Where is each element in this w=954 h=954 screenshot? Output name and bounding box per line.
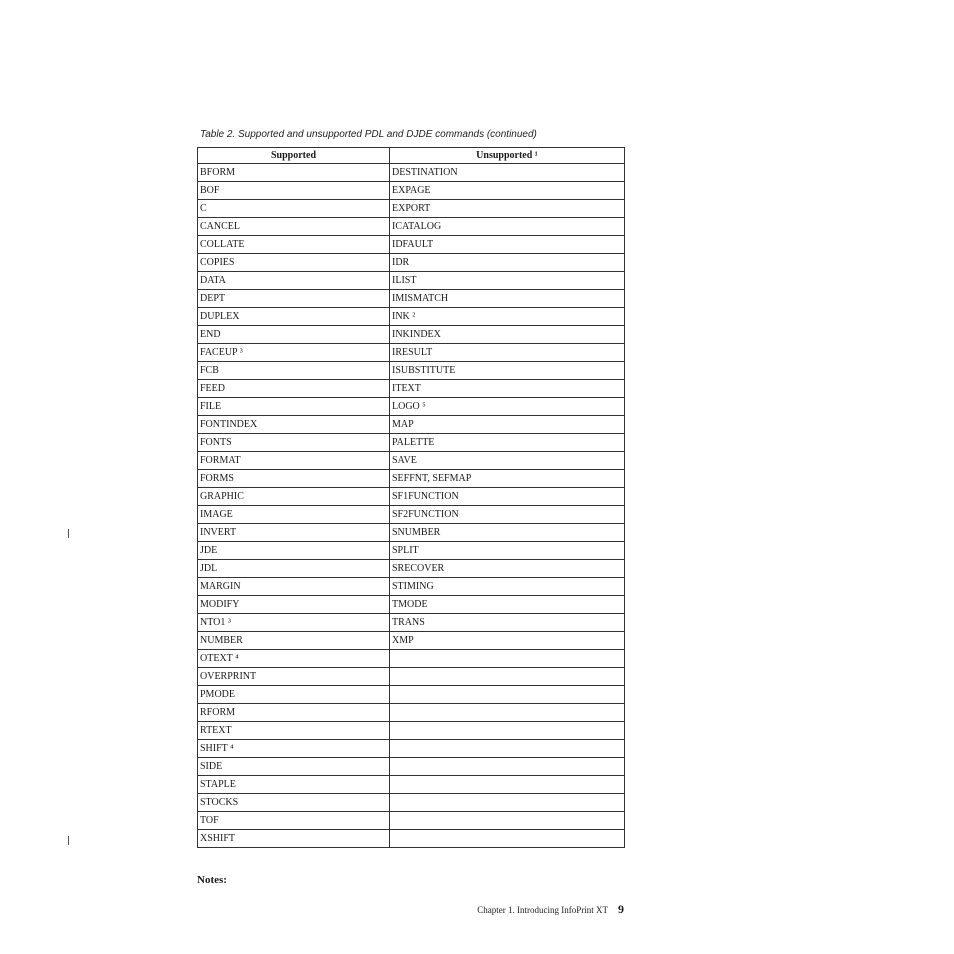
table-row <box>198 524 625 542</box>
supported-cell: COPIES <box>198 254 390 272</box>
footer-chapter: Chapter 1. Introducing InfoPrint XT <box>477 905 608 915</box>
unsupported-cell: STIMING <box>390 578 625 596</box>
supported-cell: RTEXT <box>198 722 390 740</box>
table-row <box>198 722 625 740</box>
page-footer <box>477 902 624 917</box>
unsupported-cell: TRANS <box>390 614 625 632</box>
supported-cell: GRAPHIC <box>198 488 390 506</box>
unsupported-cell: INK ² <box>390 308 625 326</box>
supported-cell: DEPT <box>198 290 390 308</box>
table-row <box>198 830 625 848</box>
unsupported-cell: PALETTE <box>390 434 625 452</box>
supported-cell: CANCEL <box>198 218 390 236</box>
supported-cell: FORMS <box>198 470 390 488</box>
unsupported-cell: XMP <box>390 632 625 650</box>
supported-cell: STOCKS <box>198 794 390 812</box>
supported-cell: IMAGE <box>198 506 390 524</box>
unsupported-cell: LOGO ⁵ <box>390 398 625 416</box>
table-row <box>198 200 625 218</box>
supported-cell: TOF <box>198 812 390 830</box>
supported-cell: FEED <box>198 380 390 398</box>
table-row <box>198 812 625 830</box>
table-row <box>198 542 625 560</box>
unsupported-cell <box>390 830 625 848</box>
supported-cell: BOF <box>198 182 390 200</box>
table-row <box>198 596 625 614</box>
table-row <box>198 362 625 380</box>
unsupported-cell: IRESULT <box>390 344 625 362</box>
table-header-row <box>198 148 625 164</box>
table-row <box>198 164 625 182</box>
supported-cell: SHIFT ⁴ <box>198 740 390 758</box>
supported-cell: NUMBER <box>198 632 390 650</box>
header-supported: Supported <box>198 148 390 164</box>
table-row <box>198 686 625 704</box>
unsupported-cell: MAP <box>390 416 625 434</box>
unsupported-cell: ITEXT <box>390 380 625 398</box>
supported-cell: MARGIN <box>198 578 390 596</box>
supported-cell: COLLATE <box>198 236 390 254</box>
table-row <box>198 650 625 668</box>
table-row <box>198 272 625 290</box>
unsupported-cell: SF1FUNCTION <box>390 488 625 506</box>
unsupported-cell: SAVE <box>390 452 625 470</box>
table-row <box>198 290 625 308</box>
supported-cell: JDL <box>198 560 390 578</box>
table-row <box>198 578 625 596</box>
unsupported-cell: SPLIT <box>390 542 625 560</box>
table-row <box>198 758 625 776</box>
table-row <box>198 434 625 452</box>
table-row <box>198 506 625 524</box>
supported-cell: INVERT <box>198 524 390 542</box>
unsupported-cell: ICATALOG <box>390 218 625 236</box>
unsupported-cell: IDR <box>390 254 625 272</box>
notes-heading: Notes: <box>197 874 227 886</box>
unsupported-cell <box>390 704 625 722</box>
supported-cell: FONTINDEX <box>198 416 390 434</box>
unsupported-cell <box>390 668 625 686</box>
commands-table <box>197 147 625 848</box>
table-row <box>198 416 625 434</box>
unsupported-cell: EXPAGE <box>390 182 625 200</box>
unsupported-cell: INKINDEX <box>390 326 625 344</box>
unsupported-cell: SRECOVER <box>390 560 625 578</box>
unsupported-cell: IDFAULT <box>390 236 625 254</box>
supported-cell: FORMAT <box>198 452 390 470</box>
unsupported-cell: EXPORT <box>390 200 625 218</box>
supported-cell: XSHIFT <box>198 830 390 848</box>
unsupported-cell: TMODE <box>390 596 625 614</box>
unsupported-cell: DESTINATION <box>390 164 625 182</box>
unsupported-cell <box>390 740 625 758</box>
change-bar <box>68 529 69 538</box>
table-row <box>198 614 625 632</box>
supported-cell: JDE <box>198 542 390 560</box>
table-caption: Table 2. Supported and unsupported PDL and DJDE commands (continued) <box>200 129 537 140</box>
table-row <box>198 632 625 650</box>
unsupported-cell: ILIST <box>390 272 625 290</box>
supported-cell: PMODE <box>198 686 390 704</box>
unsupported-cell: IMISMATCH <box>390 290 625 308</box>
table-row <box>198 488 625 506</box>
table-row <box>198 254 625 272</box>
supported-cell: NTO1 ³ <box>198 614 390 632</box>
unsupported-cell <box>390 686 625 704</box>
supported-cell: STAPLE <box>198 776 390 794</box>
supported-cell: SIDE <box>198 758 390 776</box>
table-row <box>198 236 625 254</box>
table-row <box>198 740 625 758</box>
supported-cell: OVERPRINT <box>198 668 390 686</box>
unsupported-cell <box>390 794 625 812</box>
table-row <box>198 776 625 794</box>
page-number: 9 <box>618 902 624 916</box>
table-row <box>198 470 625 488</box>
supported-cell: C <box>198 200 390 218</box>
unsupported-cell: SF2FUNCTION <box>390 506 625 524</box>
unsupported-cell <box>390 722 625 740</box>
table-row <box>198 704 625 722</box>
table-row <box>198 452 625 470</box>
unsupported-cell: ISUBSTITUTE <box>390 362 625 380</box>
table-row <box>198 326 625 344</box>
supported-cell: FILE <box>198 398 390 416</box>
table-row <box>198 380 625 398</box>
unsupported-cell <box>390 776 625 794</box>
unsupported-cell <box>390 812 625 830</box>
supported-cell: DUPLEX <box>198 308 390 326</box>
table-row <box>198 218 625 236</box>
supported-cell: RFORM <box>198 704 390 722</box>
change-bar <box>68 836 69 845</box>
table-row <box>198 794 625 812</box>
supported-cell: END <box>198 326 390 344</box>
unsupported-cell <box>390 650 625 668</box>
table-row <box>198 398 625 416</box>
header-unsupported: Unsupported ¹ <box>390 148 625 164</box>
table-row <box>198 182 625 200</box>
supported-cell: FONTS <box>198 434 390 452</box>
supported-cell: OTEXT ⁴ <box>198 650 390 668</box>
table-row <box>198 308 625 326</box>
supported-cell: FACEUP ³ <box>198 344 390 362</box>
table-row <box>198 560 625 578</box>
table-row <box>198 344 625 362</box>
supported-cell: BFORM <box>198 164 390 182</box>
unsupported-cell: SNUMBER <box>390 524 625 542</box>
unsupported-cell <box>390 758 625 776</box>
supported-cell: FCB <box>198 362 390 380</box>
table-row <box>198 668 625 686</box>
supported-cell: MODIFY <box>198 596 390 614</box>
supported-cell: DATA <box>198 272 390 290</box>
unsupported-cell: SEFFNT, SEFMAP <box>390 470 625 488</box>
